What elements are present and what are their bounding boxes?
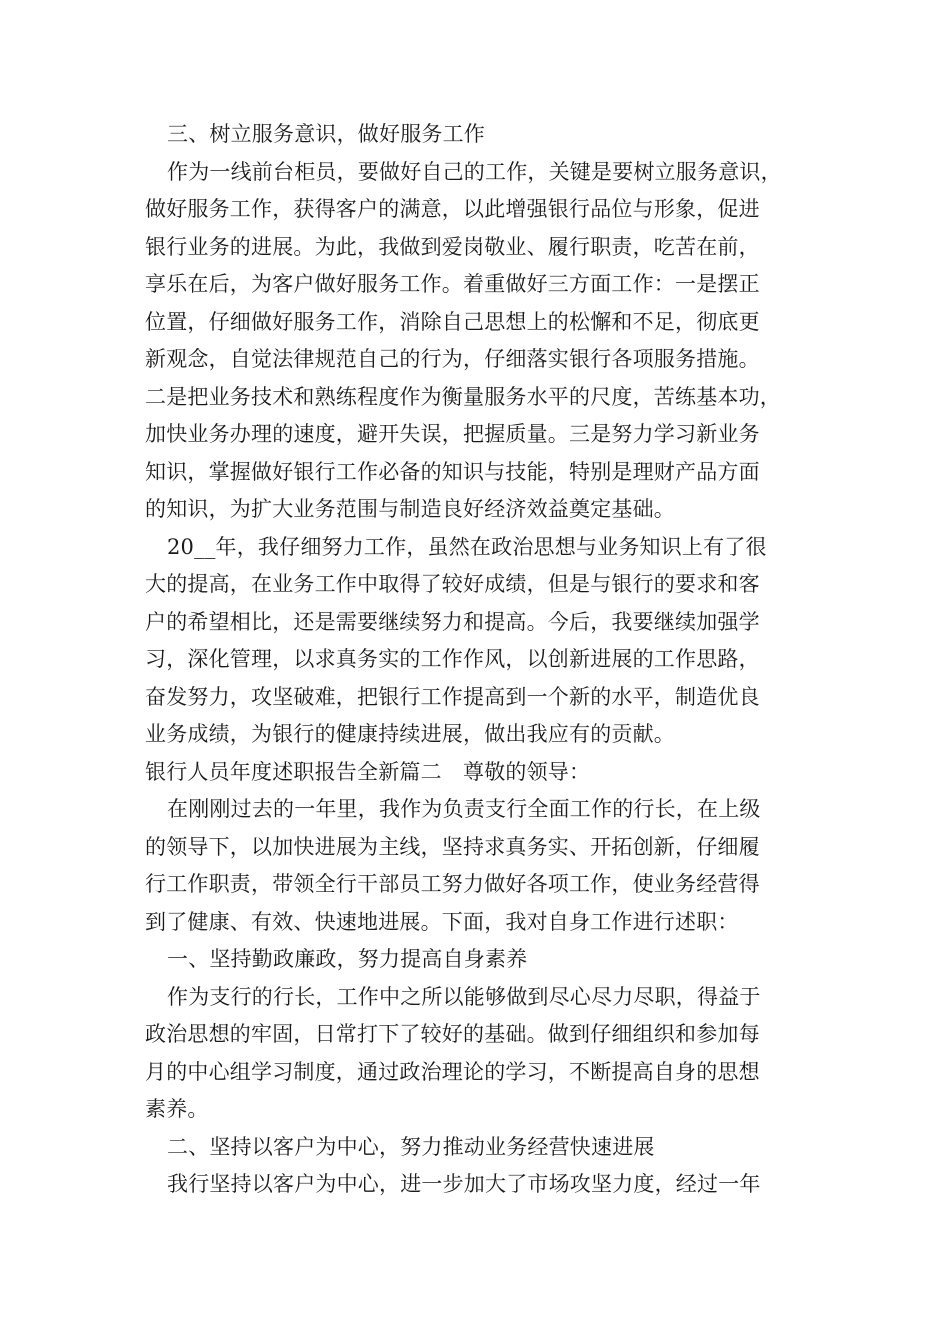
section-heading: 银行人员年度述职报告全新篇二 尊敬的领导： <box>145 759 591 784</box>
text-line: 行工作职责，带领全行干部员工努力做好各项工作，使业务经营得 <box>145 872 760 896</box>
text-line: 银行业务的进展。为此，我做到爱岗敬业、履行职责，吃苦在前， <box>145 234 760 259</box>
text-line: 到了健康、有效、快速地进展。下面，我对自身工作进行述职： <box>145 909 739 934</box>
text-line: 位置，仔细做好服务工作，消除自己思想上的松懈和不足，彻底更 <box>145 309 760 334</box>
text-line: 奋发努力，攻坚破难，把银行工作提高到一个新的水平，制造优良 <box>145 684 760 709</box>
text-line: 业务成绩，为银行的健康持续进展，做出我应有的贡献。 <box>145 722 675 746</box>
text-line: 的领导下，以加快进展为主线，坚持求真务实、开拓创新，仔细履 <box>145 834 760 859</box>
text-line: 的知识，为扩大业务范围与制造良好经济效益奠定基础。 <box>145 497 675 521</box>
text-line: 做好服务工作，获得客户的满意，以此增强银行品位与形象，促进 <box>145 197 760 221</box>
text-line: 习，深化管理，以求真务实的工作作风，以创新进展的工作思路， <box>145 647 760 671</box>
text-line: 二是把业务技术和熟练程度作为衡量服务水平的尺度，苦练基本功， <box>145 384 781 409</box>
section-heading: 二、坚持以客户为中心，努力推动业务经营快速进展 <box>167 1134 655 1159</box>
text-line: 新观念，自觉法律规范自己的行为，仔细落实银行各项服务措施。 <box>145 347 760 371</box>
text-line: 在刚刚过去的一年里，我作为负责支行全面工作的行长，在上级 <box>167 797 761 821</box>
text-line: 作为支行的行长，工作中之所以能够做到尽心尽力尽职，得益于 <box>167 984 761 1009</box>
text-line: 知识，掌握做好银行工作必备的知识与技能，特别是理财产品方面 <box>145 459 760 484</box>
text-line: 三、树立服务意识，做好服务工作 <box>167 122 485 146</box>
text-line: 大的提高，在业务工作中取得了较好成绩，但是与银行的要求和客 <box>145 572 760 596</box>
text-line: 作为一线前台柜员，要做好自己的工作，关键是要树立服务意识， <box>167 159 782 184</box>
text-line: 政治思想的牢固，日常打下了较好的基础。做到仔细组织和参加每 <box>145 1022 760 1046</box>
text-line: 素养。 <box>145 1097 209 1121</box>
text-line: 加快业务办理的速度，避开失误，把握质量。三是努力学习新业务 <box>145 422 760 446</box>
text-line: 月的中心组学习制度，通过政治理论的学习，不断提高自身的思想 <box>145 1059 760 1084</box>
text-line: 享乐在后，为客户做好服务工作。着重做好三方面工作：一是摆正 <box>145 272 760 296</box>
document-body <box>145 116 825 1204</box>
text-line: 户的希望相比，还是需要继续努力和提高。今后，我要继续加强学 <box>145 609 760 634</box>
text-line: 20__年，我仔细努力工作，虽然在政治思想与业务知识上有了很 <box>167 534 767 559</box>
text-line: 我行坚持以客户为中心，进一步加大了市场攻坚力度，经过一年 <box>167 1172 761 1196</box>
section-heading: 一、坚持勤政廉政，努力提高自身素养 <box>167 947 528 971</box>
